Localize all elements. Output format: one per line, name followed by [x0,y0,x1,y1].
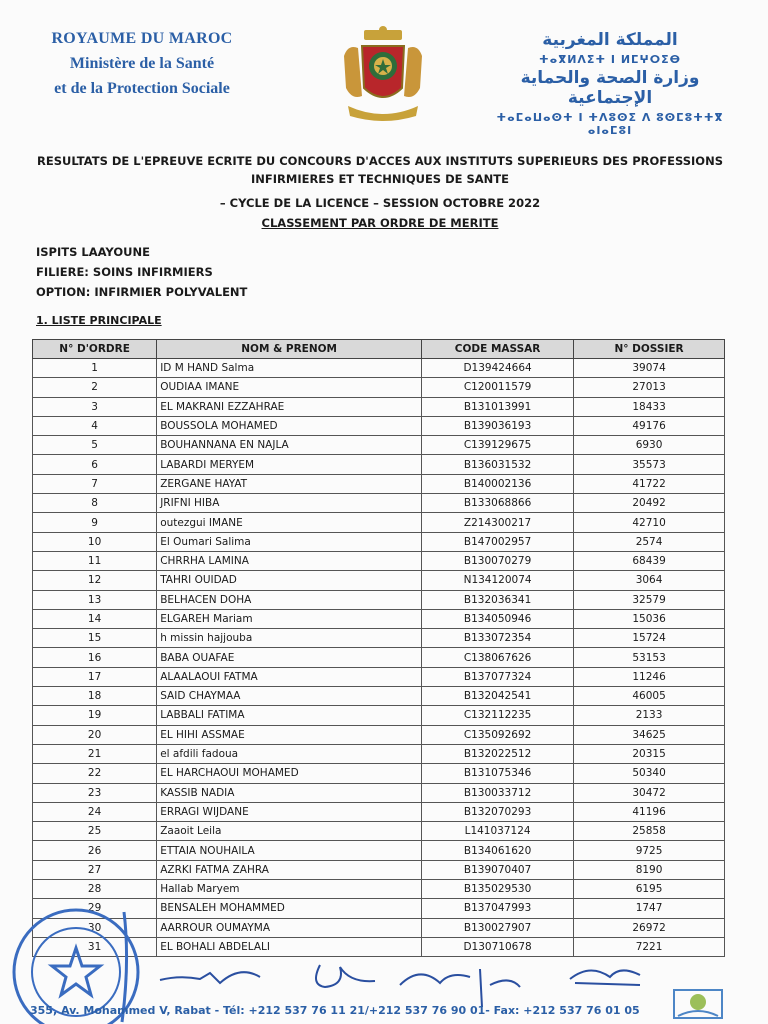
title-line-3: – CYCLE DE LA LICENCE – SESSION OCTOBRE 2022 [219,196,541,210]
cell-dossier: 34625 [574,725,725,744]
cell-name: SAID CHAYMAA [157,687,422,706]
header-name: NOM & PRENOM [157,340,422,359]
cell-order: 30 [33,918,157,937]
cell-dossier: 27013 [574,378,725,397]
cell-dossier: 46005 [574,687,725,706]
cell-order: 26 [33,841,157,860]
cell-dossier: 6930 [574,436,725,455]
ministry-label-tifinagh: ⵜⴰⵎⴰⵡⴰⵙⵜ ⵏ ⵜⴷⵓⵙⵉ ⴷ ⵓⵙⵎⵓⵜⵜⴳ ⴰⵏⴰⵎⵓⵏ [496,111,724,137]
table-row [33,706,725,725]
table-row [33,764,725,783]
cell-name: ELGAREH Mariam [157,609,422,628]
cell-order: 9 [33,513,157,532]
cell-order: 4 [33,416,157,435]
cell-name: ID M HAND Salma [157,359,422,378]
table-row [33,494,725,513]
cell-name: JRIFNI HIBA [157,494,422,513]
table-row [33,667,725,686]
cell-dossier: 9725 [574,841,725,860]
cell-dossier: 25858 [574,822,725,841]
cell-dossier: 7221 [574,937,725,956]
footer-address: 355, Av. Mohammed V, Rabat - Tél: +212 537 76 11 21/+212 537 76 90 01- Fax: +212 537 76 01 05 [30,1004,640,1017]
cell-order: 27 [33,860,157,879]
document-title [30,152,730,232]
cell-name: Hallab Maryem [157,880,422,899]
list-title: 1. LISTE PRINCIPALE [36,314,162,327]
cell-dossier: 42710 [574,513,725,532]
cell-code-massar: C138067626 [422,648,574,667]
cell-code-massar: B132070293 [422,802,574,821]
cell-name: outezgui IMANE [157,513,422,532]
table-row [33,532,725,551]
cell-dossier: 68439 [574,551,725,570]
cell-code-massar: D139424664 [422,359,574,378]
cell-code-massar: B132042541 [422,687,574,706]
title-line-4: CLASSEMENT PAR ORDRE DE MERITE [261,216,499,230]
institute-label: ISPITS LAAYOUNE [36,245,150,259]
cell-code-massar: C132112235 [422,706,574,725]
cell-code-massar: Z214300217 [422,513,574,532]
cell-order: 14 [33,609,157,628]
title-line-1: RESULTATS DE L'EPREUVE ECRITE DU CONCOURS D'ACCES AUX INSTITUTS SUPERIEURS DES PROFESSIONS [37,154,723,168]
cell-name: ALAALAOUI FATMA [157,667,422,686]
cell-order: 17 [33,667,157,686]
cell-code-massar: B136031532 [422,455,574,474]
cell-code-massar: B130033712 [422,783,574,802]
title-line-2: INFIRMIERES ET TECHNIQUES DE SANTE [250,172,509,186]
filiere-label: FILIERE: SOINS INFIRMIERS [36,265,213,279]
table-row [33,629,725,648]
cell-order: 21 [33,744,157,763]
cell-order: 28 [33,880,157,899]
table-row [33,841,725,860]
table-row [33,687,725,706]
table-row [33,802,725,821]
header-dossier: N° DOSSIER [574,340,725,359]
cell-dossier: 41722 [574,474,725,493]
ministry-logo-icon [668,986,728,1022]
ministry-label-arabic: وزارة الصحة والحماية الإجتماعية [520,68,700,108]
cell-code-massar: B137047993 [422,899,574,918]
ministry-header-fr [22,30,262,98]
cell-code-massar: B140002136 [422,474,574,493]
cell-name: ERRAGI WIJDANE [157,802,422,821]
cell-dossier: 15036 [574,609,725,628]
cell-code-massar: L141037124 [422,822,574,841]
ministry-header-ar [480,30,740,137]
table-row [33,860,725,879]
coat-of-arms-icon [334,26,432,126]
table-row [33,725,725,744]
cell-code-massar: B131013991 [422,397,574,416]
ministry-label-line1: Ministère de la Santé [69,55,215,72]
table-row [33,609,725,628]
cell-code-massar: B134061620 [422,841,574,860]
cell-code-massar: B133068866 [422,494,574,513]
cell-name: ZERGANE HAYAT [157,474,422,493]
cell-dossier: 26972 [574,918,725,937]
cell-dossier: 35573 [574,455,725,474]
cell-dossier: 2133 [574,706,725,725]
cell-dossier: 1747 [574,899,725,918]
option-label: OPTION: INFIRMIER POLYVALENT [36,285,248,299]
table-row [33,359,725,378]
cell-name: BOUSSOLA MOHAMED [157,416,422,435]
cell-order: 15 [33,629,157,648]
cell-code-massar: D130710678 [422,937,574,956]
table-row [33,474,725,493]
cell-code-massar: B130070279 [422,551,574,570]
cell-code-massar: B135029530 [422,880,574,899]
cell-name: EL HIHI ASSMAE [157,725,422,744]
cell-code-massar: B131075346 [422,764,574,783]
table-header-row [33,340,725,359]
cell-dossier: 49176 [574,416,725,435]
cell-order: 24 [33,802,157,821]
cell-dossier: 41196 [574,802,725,821]
cell-order: 3 [33,397,157,416]
cell-order: 1 [33,359,157,378]
cell-name: AARROUR OUMAYMA [157,918,422,937]
cell-order: 22 [33,764,157,783]
cell-dossier: 53153 [574,648,725,667]
cell-name: BABA OUAFAE [157,648,422,667]
table-row [33,397,725,416]
cell-name: ETTAIA NOUHAILA [157,841,422,860]
cell-order: 23 [33,783,157,802]
table-row [33,590,725,609]
cell-order: 18 [33,687,157,706]
cell-dossier: 6195 [574,880,725,899]
cell-code-massar: B139070407 [422,860,574,879]
cell-code-massar: B132022512 [422,744,574,763]
cell-order: 2 [33,378,157,397]
cell-name: Zaaoit Leila [157,822,422,841]
table-row [33,744,725,763]
table-row [33,551,725,570]
cell-order: 6 [33,455,157,474]
cell-dossier: 8190 [574,860,725,879]
cell-name: EL BOHALI ABDELALI [157,937,422,956]
cell-name: OUDIAA IMANE [157,378,422,397]
cell-code-massar: C139129675 [422,436,574,455]
cell-dossier: 50340 [574,764,725,783]
table-row [33,648,725,667]
table-row [33,378,725,397]
header-order: N° D'ORDRE [33,340,157,359]
cell-name: AZRKI FATMA ZAHRA [157,860,422,879]
cell-code-massar: C135092692 [422,725,574,744]
cell-order: 8 [33,494,157,513]
cell-order: 31 [33,937,157,956]
kingdom-label-tifinagh: ⵜⴰⴳⵍⴷⵉⵜ ⵏ ⵍⵎⵖⵔⵉⴱ [538,53,681,66]
cell-name: BENSALEH MOHAMMED [157,899,422,918]
cell-name: BOUHANNANA EN NAJLA [157,436,422,455]
cell-name: El Oumari Salima [157,532,422,551]
cell-code-massar: B147002957 [422,532,574,551]
table-row [33,436,725,455]
cell-order: 20 [33,725,157,744]
program-info [36,242,247,302]
kingdom-label-arabic: المملكة المغربية [542,30,678,50]
cell-dossier: 18433 [574,397,725,416]
cell-code-massar: B139036193 [422,416,574,435]
cell-order: 5 [33,436,157,455]
cell-dossier: 32579 [574,590,725,609]
cell-code-massar: N134120074 [422,571,574,590]
table-row [33,513,725,532]
cell-order: 12 [33,571,157,590]
cell-name: el afdili fadoua [157,744,422,763]
cell-code-massar: B130027907 [422,918,574,937]
cell-code-massar: B132036341 [422,590,574,609]
cell-order: 16 [33,648,157,667]
cell-dossier: 11246 [574,667,725,686]
cell-order: 7 [33,474,157,493]
cell-name: KASSIB NADIA [157,783,422,802]
cell-dossier: 30472 [574,783,725,802]
cell-order: 11 [33,551,157,570]
results-table [32,339,725,957]
cell-code-massar: C120011579 [422,378,574,397]
cell-code-massar: B133072354 [422,629,574,648]
cell-name: TAHRI OUIDAD [157,571,422,590]
cell-order: 25 [33,822,157,841]
cell-dossier: 20492 [574,494,725,513]
kingdom-label: ROYAUME DU MAROC [51,30,233,47]
table-row [33,822,725,841]
table-row [33,455,725,474]
cell-code-massar: B134050946 [422,609,574,628]
results-body [33,359,725,957]
table-row [33,416,725,435]
table-row [33,571,725,590]
cell-dossier: 3064 [574,571,725,590]
cell-dossier: 2574 [574,532,725,551]
cell-dossier: 20315 [574,744,725,763]
cell-dossier: 39074 [574,359,725,378]
cell-code-massar: B137077324 [422,667,574,686]
header-code-massar: CODE MASSAR [422,340,574,359]
cell-order: 29 [33,899,157,918]
cell-name: h missin hajjouba [157,629,422,648]
cell-name: BELHACEN DOHA [157,590,422,609]
cell-name: LABBALI FATIMA [157,706,422,725]
ministry-label-line2: et de la Protection Sociale [54,80,230,97]
cell-name: EL MAKRANI EZZAHRAE [157,397,422,416]
cell-name: CHRRHA LAMINA [157,551,422,570]
cell-order: 13 [33,590,157,609]
cell-order: 10 [33,532,157,551]
cell-name: EL HARCHAOUI MOHAMED [157,764,422,783]
table-row [33,783,725,802]
cell-dossier: 15724 [574,629,725,648]
cell-name: LABARDI MERYEM [157,455,422,474]
cell-order: 19 [33,706,157,725]
